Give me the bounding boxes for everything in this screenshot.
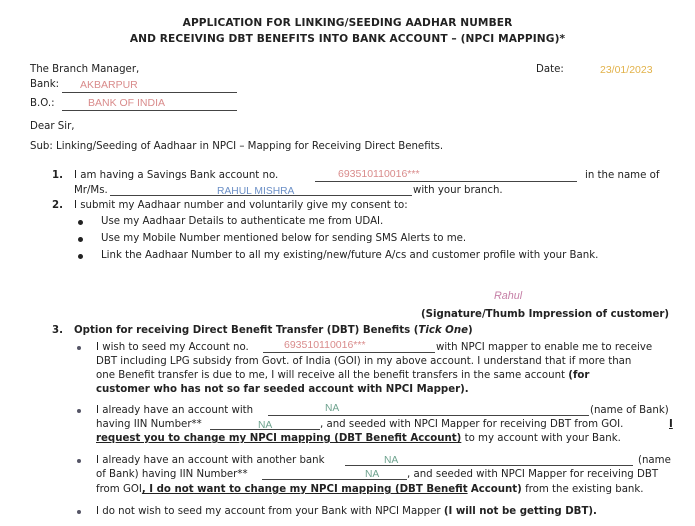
- option2-line2b: , and seeded with NPCI Mapper for receiving DBT from GOI.: [320, 419, 624, 430]
- option3-line3c: Account): [470, 484, 522, 495]
- option1-account-line: [263, 352, 435, 353]
- account-number-field[interactable]: 693510110016***: [338, 168, 420, 180]
- option3-line3b: , I do not want to change my NPCI mapping (DBT Benefit: [141, 484, 468, 495]
- option3-line1b: (name: [638, 455, 671, 466]
- item1-number: 1.: [52, 170, 63, 181]
- account-holder-name-field[interactable]: RAHUL MISHRA: [217, 186, 295, 197]
- document-title-line1: APPLICATION FOR LINKING/SEEDING AADHAR NUMBER: [182, 17, 513, 29]
- option1-choice[interactable]: [77, 346, 81, 350]
- option3-bank-field[interactable]: NA: [384, 455, 399, 466]
- subject-line: Sub: Linking/Seeding of Aadhaar in NPCI – Mapping for Receiving Direct Benefits.: [30, 141, 444, 152]
- option3-iin-field[interactable]: NA: [365, 469, 380, 480]
- signature-value[interactable]: Rahul: [494, 290, 523, 302]
- option1-line2: DBT including LPG subsidy from Govt. of India (GOI) in my above account. I understand that if more than: [96, 356, 632, 367]
- option2-line3: [96, 433, 621, 444]
- option1-line1b: with NPCI mapper to enable me to receive: [436, 342, 653, 353]
- bo-field-line: [62, 110, 237, 111]
- option3-line2b: , and seeded with NPCI Mapper for receiving DBT: [407, 469, 659, 480]
- option2-bank-field[interactable]: NA: [325, 403, 340, 414]
- option2-iin-field[interactable]: NA: [258, 420, 273, 431]
- bank-field-line: [62, 92, 237, 93]
- option3-line3d: from the existing bank.: [525, 484, 644, 495]
- option2-bank-line: [268, 415, 589, 416]
- item1-text-b: in the name of: [585, 170, 660, 181]
- item3-number: 3.: [52, 325, 63, 336]
- option2-line3a: request you to change my NPCI mapping (DBT Benefit Account): [96, 433, 462, 444]
- option3-iin-line: [262, 479, 407, 480]
- option3-line1a: I already have an account with another bank: [96, 455, 325, 466]
- bullet-dot: [78, 254, 83, 259]
- account-field-line: [315, 181, 577, 182]
- option1-line4: customer who has not so far seeded account with NPCI Mapper).: [96, 384, 469, 395]
- bank-field-value[interactable]: AKBARPUR: [80, 79, 138, 91]
- option1-line1a: I wish to seed my Account no.: [96, 342, 249, 353]
- option3-line3: [96, 484, 644, 495]
- bullet-dot: [78, 220, 83, 225]
- option3-choice[interactable]: [77, 459, 81, 463]
- option2-line1b: (name of Bank): [590, 405, 669, 416]
- bullet-dot: [78, 237, 83, 242]
- item2-number: 2.: [52, 200, 63, 211]
- option2-line2c: I: [669, 419, 673, 430]
- item1-text-c: Mr/Ms.: [74, 185, 108, 196]
- option1-line3a: one Benefit transfer is due to me, I will receive all the benefit transfers in the same account: [96, 370, 566, 381]
- item2-text: I submit my Aadhaar number and voluntarily give my consent to:: [74, 200, 408, 211]
- document-title-line2: AND RECEIVING DBT BENEFITS INTO BANK ACCOUNT – (NPCI MAPPING)*: [129, 33, 566, 45]
- date-field-value[interactable]: 23/01/2023: [600, 64, 653, 76]
- item3-heading-b: ): [468, 325, 473, 336]
- option3-line2a: of Bank) having IIN Number**: [96, 469, 248, 480]
- bo-field-value[interactable]: BANK OF INDIA: [88, 97, 166, 109]
- option1-account-field[interactable]: 693510110016***: [284, 339, 366, 351]
- branch-manager-label: The Branch Manager,: [30, 64, 140, 75]
- item3-heading: [74, 325, 473, 336]
- date-label: Date:: [536, 64, 564, 75]
- option2-line1a: I already have an account with: [96, 405, 254, 416]
- item3-heading-tick: Tick One: [418, 325, 468, 336]
- greeting: Dear Sir,: [30, 121, 75, 132]
- option4-line: [96, 506, 597, 517]
- option4-text-a: I do not wish to seed my account from your Bank with NPCI Mapper: [96, 506, 441, 517]
- item1-text-a: I am having a Savings Bank account no.: [74, 170, 279, 181]
- option2-line3b: to my account with your Bank.: [464, 433, 621, 444]
- consent-bullet-1: Use my Aadhaar Details to authenticate me from UDAI.: [101, 216, 384, 227]
- signature-label: (Signature/Thumb Impression of customer): [421, 309, 670, 320]
- consent-bullet-2: Use my Mobile Number mentioned below for sending SMS Alerts to me.: [101, 233, 467, 244]
- option2-choice[interactable]: [77, 409, 81, 413]
- item1-text-d: with your branch.: [413, 185, 503, 196]
- consent-bullet-3: Link the Aadhaar Number to all my existing/new/future A/cs and customer profile with your Bank.: [101, 250, 599, 261]
- option4-text-b: (I will not be getting DBT).: [443, 506, 597, 517]
- option1-line3: [96, 370, 589, 381]
- option2-line2a: having IIN Number**: [96, 419, 202, 430]
- option3-line3a: from GOI: [96, 484, 142, 495]
- option4-choice[interactable]: [77, 510, 81, 514]
- bo-label: B.O.:: [30, 98, 55, 109]
- option1-line3b: (for: [568, 370, 590, 381]
- bank-label: Bank:: [30, 79, 60, 90]
- item3-heading-a: Option for receiving Direct Benefit Transfer (DBT) Benefits (: [74, 325, 419, 336]
